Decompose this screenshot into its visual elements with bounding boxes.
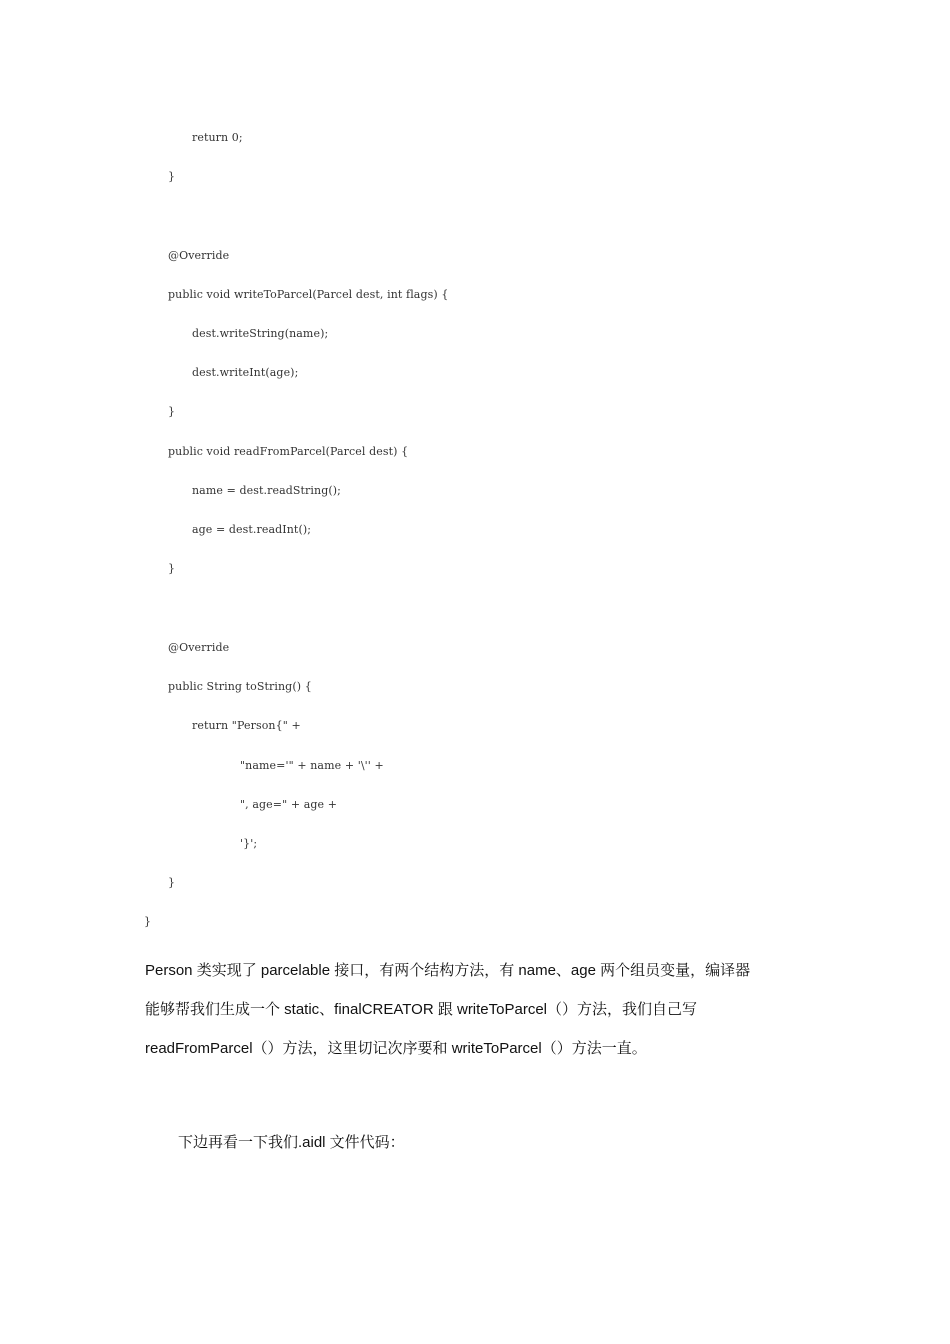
- code-line: }: [168, 876, 176, 889]
- code-line: @Override: [168, 249, 230, 262]
- code-line: "name='" + name + '\'' +: [240, 759, 384, 772]
- paragraph-line: readFromParcel（）方法，这里切记次序要和 writeToParcel（）方法一直。: [145, 1040, 647, 1057]
- paragraph-line: 能够帮我们生成一个 static、finalCREATOR 跟 writeToParcel（）方法，我们自己写: [145, 1001, 698, 1018]
- aidl-intro-text: 下边再看一下我们.aidl 文件代码：: [178, 1134, 405, 1151]
- code-line: }: [144, 915, 152, 928]
- code-line: name = dest.readString();: [192, 484, 341, 497]
- code-line: ", age=" + age +: [240, 798, 338, 811]
- code-line: '}';: [240, 837, 258, 850]
- code-line: dest.writeInt(age);: [192, 366, 299, 379]
- code-line: }: [168, 562, 176, 575]
- code-line: dest.writeString(name);: [192, 327, 329, 340]
- code-line: }: [168, 170, 176, 183]
- code-line: return 0;: [192, 131, 243, 144]
- code-line: public void readFromParcel(Parcel dest) {: [168, 445, 409, 458]
- code-line: public void writeToParcel(Parcel dest, int flags) {: [168, 288, 449, 301]
- code-line: @Override: [168, 641, 230, 654]
- code-line: return "Person{" +: [192, 719, 301, 732]
- code-line: public String toString() {: [168, 680, 312, 693]
- code-line: age = dest.readInt();: [192, 523, 312, 536]
- code-line: }: [168, 405, 176, 418]
- paragraph-line: Person 类实现了 parcelable 接口，有两个结构方法，有 name、age 两个组员变量，编译器: [145, 962, 751, 979]
